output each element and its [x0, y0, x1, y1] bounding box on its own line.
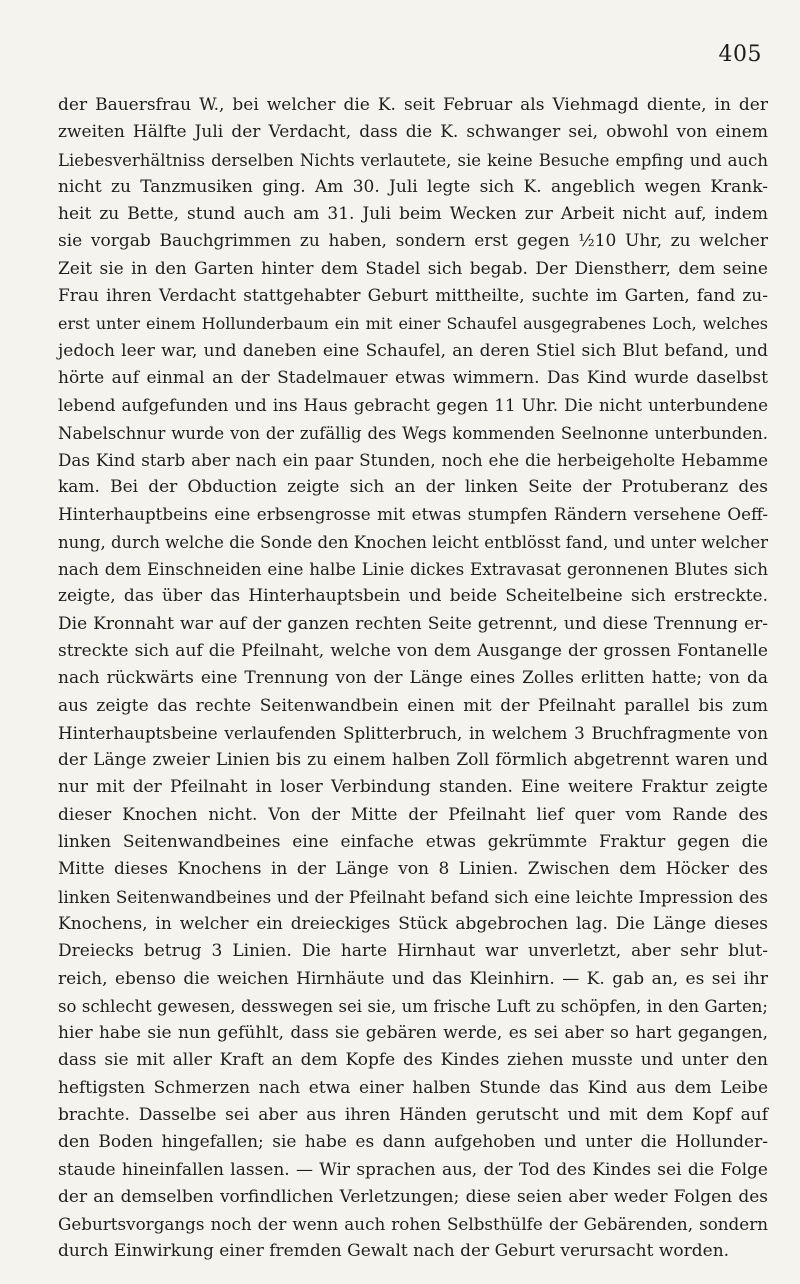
text-line: Die Kronnaht war auf der ganzen rechten Seite getrennt, und diese Trennung er-: [58, 613, 768, 634]
text-line: Hinterhauptsbeine verlaufenden Splitterbruch, in welchem 3 Bruchfragmente von: [58, 722, 768, 743]
text-line: nach dem Einschneiden eine halbe Linie dickes Extravasat geronnenen Blutes sich: [58, 559, 768, 580]
text-line: heit zu Bette, stund auch am 31. Juli beim Wecken zur Arbeit nicht auf, indem: [58, 204, 768, 225]
body-paragraph: [58, 92, 768, 1266]
text-line: nicht zu Tanzmusiken ging. Am 30. Juli legte sich K. angeblich wegen Krank-: [58, 176, 768, 197]
text-line: staude hineinfallen lassen. — Wir sprachen aus, der Tod des Kindes sei die Folge: [58, 1159, 768, 1180]
text-line: den Boden hingefallen; sie habe es dann aufgehoben und unter die Hollunder-: [58, 1132, 768, 1153]
text-line: Mitte dieses Knochens in der Länge von 8 Linien. Zwischen dem Höcker des: [58, 859, 768, 880]
text-line: Das Kind starb aber nach ein paar Stunden, noch ehe die herbeigeholte Hebamme: [58, 449, 768, 470]
text-line: Dreiecks betrug 3 Linien. Die harte Hirnhaut war unverletzt, aber sehr blut-: [58, 941, 768, 962]
text-line: lebend aufgefunden und ins Haus gebracht gegen 11 Uhr. Die nicht unterbundene: [58, 395, 768, 416]
text-line: durch Einwirkung einer fremden Gewalt nach der Geburt verursacht worden.: [58, 1241, 730, 1262]
text-line: reich, ebenso die weichen Hirnhäute und das Kleinhirn. — K. gab an, es sei ihr: [58, 968, 768, 989]
text-line: linken Seitenwandbeines eine einfache etwas gekrümmte Fraktur gegen die: [58, 832, 768, 853]
text-line: Zeit sie in den Garten hinter dem Stadel sich begab. Der Dienstherr, dem seine: [58, 258, 768, 279]
text-line: Nabelschnur wurde von der zufällig des Wegs kommenden Seelnonne unterbunden.: [58, 423, 768, 443]
text-line: streckte sich auf die Pfeilnaht, welche von dem Ausgange der grossen Fontanelle: [58, 640, 768, 661]
text-line: dass sie mit aller Kraft an dem Kopfe des Kindes ziehen musste und unter den: [58, 1050, 768, 1071]
text-line: kam. Bei der Obduction zeigte sich an der linken Seite der Protuberanz des: [58, 477, 768, 498]
text-line: sie vorgab Bauchgrimmen zu haben, sondern erst gegen ½10 Uhr, zu welcher: [58, 231, 768, 252]
text-line: Liebesverhältniss derselben Nichts verlautete, sie keine Besuche empfing und auch: [58, 150, 768, 170]
text-line: heftigsten Schmerzen nach etwa einer halben Stunde das Kind aus dem Leibe: [58, 1077, 768, 1098]
text-line: Geburtsvorgangs noch der wenn auch rohen Selbsthülfe der Gebärenden, sondern: [58, 1214, 768, 1235]
text-line: der Länge zweier Linien bis zu einem halben Zoll förmlich abgetrennt waren und: [58, 750, 768, 771]
text-line: erst unter einem Hollunderbaum ein mit einer Schaufel ausgegrabenes Loch, welches: [58, 314, 768, 334]
text-line: so schlecht gewesen, desswegen sei sie, um frische Luft zu schöpfen, in den Garten;: [58, 996, 768, 1016]
text-line: nur mit der Pfeilnaht in loser Verbindung standen. Eine weitere Fraktur zeigte: [58, 777, 768, 798]
page-number: 405: [718, 42, 762, 67]
text-line: brachte. Dasselbe sei aber aus ihren Händen gerutscht und mit dem Kopf auf: [58, 1104, 768, 1125]
text-line: der an demselben vorfindlichen Verletzungen; diese seien aber weder Folgen des: [58, 1186, 768, 1207]
text-line: der Bauersfrau W., bei welcher die K. seit Februar als Viehmagd diente, in der: [58, 95, 768, 115]
text-line: hier habe sie nun gefühlt, dass sie gebären werde, es sei aber so hart gegangen,: [58, 1023, 768, 1044]
text-line: hörte auf einmal an der Stadelmauer etwas wimmern. Das Kind wurde daselbst: [58, 367, 768, 388]
text-line: nung, durch welche die Sonde den Knochen leicht entblösst fand, und unter welcher: [58, 532, 768, 552]
text-line: jedoch leer war, und daneben eine Schaufel, an deren Stiel sich Blut befand, und: [58, 340, 768, 361]
text-line: Hinterhauptbeins eine erbsengrosse mit etwas stumpfen Rändern versehene Oeff-: [58, 504, 768, 525]
text-line: zweiten Hälfte Juli der Verdacht, dass die K. schwanger sei, obwohl von einem: [58, 122, 768, 143]
text-line: dieser Knochen nicht. Von der Mitte der Pfeilnaht lief quer vom Rande des: [58, 804, 768, 825]
text-line: linken Seitenwandbeines und der Pfeilnaht befand sich eine leichte Impression des: [58, 886, 768, 907]
text-line: zeigte, das über das Hinterhauptsbein und beide Scheitelbeine sich erstreckte.: [58, 586, 768, 607]
text-line: nach rückwärts eine Trennung von der Länge eines Zolles erlitten hatte; von da: [58, 668, 768, 689]
text-line: Knochens, in welcher ein dreieckiges Stück abgebrochen lag. Die Länge dieses: [58, 913, 768, 934]
text-line: aus zeigte das rechte Seitenwandbein einen mit der Pfeilnaht parallel bis zum: [58, 695, 768, 716]
text-line: Frau ihren Verdacht stattgehabter Geburt mittheilte, suchte im Garten, fand zu-: [58, 286, 768, 307]
